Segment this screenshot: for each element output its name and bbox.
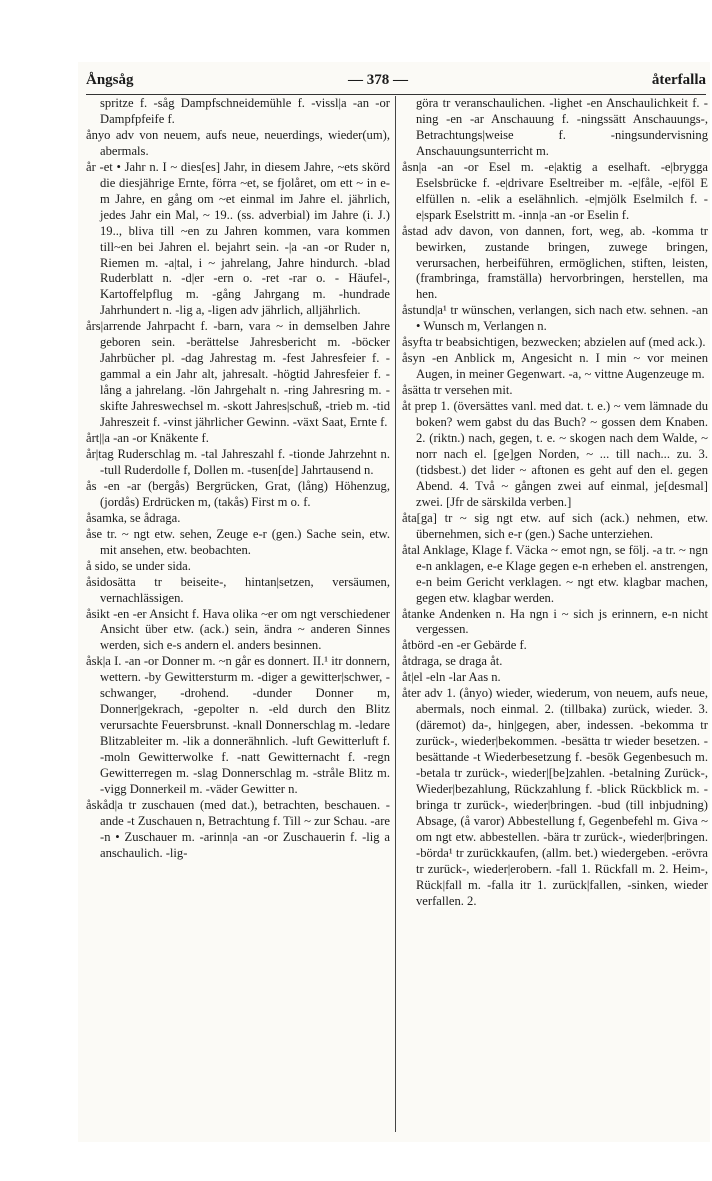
dictionary-entry: åstad adv davon, von dannen, fort, weg, ab. -komma tr bewirken, zustande bringen, zuwege bringen, verursachen, herbeiführen, ermöglichen, stiften, leisten, (frambringa, framställa) hervorbringen, herstellen, ma hen. bbox=[402, 223, 708, 302]
dictionary-entry: ås -en -ar (bergås) Bergrücken, Grat, (lång) Höhenzug, (jordås) Erdrücken m, (takås) First m o. f. bbox=[86, 478, 390, 509]
dictionary-entry: åtdraga, se draga åt. bbox=[402, 654, 503, 669]
dictionary-entry: göra tr veranschaulichen. -lighet -en Anschaulichkeit f. -ning -en -ar Anschauung f. -ningssätt Anschauungs-, Betrachtungs|weise f. -ningsundervisning Anschauungsunterricht m. bbox=[416, 96, 708, 158]
dictionary-entry: års|arrende Jahrpacht f. -barn, vara ~ in demselben Jahre geboren sein. -berättelse Jahresbericht m. -böcker Jahrbücher pl. -dag Jahrestag m. -fest Jahresfeier f. -gammal a ein Jahr alt, jahresalt. -högtid Jahresfeier f. -lång a jahrelang. -lön Jahrgehalt n. -ring Jahresring m. -skifte Jahreswechsel m. -skott Jahres|schuß, -trieb m. -tid Jahreszeit f. -vinst jährlicher Gewinn. -växt Saat, Ernte f. bbox=[86, 319, 390, 430]
dictionary-entry: åsyn -en Anblick m, Angesicht n. I min ~ vor meinen Augen, in meiner Gegenwart. -a, ~ vittne Augenzeuge m. bbox=[402, 351, 708, 382]
dictionary-entry: åsn|a -an -or Esel m. -e|aktig a eselhaft. -e|brygga Eselsbrücke f. -e|drivare Eseltreiber m. -e|fåle, -e|föl E elfüllen n. -elik a eselähnlich. -e|mjölk Eselmilch f. -e|spark Eselstritt m. -inn|a -an -or Eselin f. bbox=[402, 159, 708, 222]
dictionary-entry: åskåd|a tr zuschauen (med dat.), betrachten, beschauen. -ande -t Zuschauen n, Betrachtung f. Till ~ zur Schau. -are -n • Zuschauer m. -arinn|a -an -or Zuschauerin f. -lig a anschaulich. -lig- bbox=[86, 797, 390, 860]
dictionary-entry: åsikt -en -er Ansicht f. Hava olika ~er om ngt verschiedener Ansicht über etw. (ack.) sein, ändra ~ anderen Sinnes werden, sich e-s andern el. anders besinnen. bbox=[86, 606, 390, 653]
dictionary-entry: år -et • Jahr n. I ~ dies[es] Jahr, in diesem Jahre, ~ets skörd die diesjährige Ernte, förra ~et, se fjolåret, om ett ~ in e-m Jahre, en gång om ~et einmal im Jahre el. jährlich, jedes Jahr ein Mal, ~ 19.. (ss. adverbial) im Jahre (i. J.) 19.., bliva till ~en zu Jahren kommen, vara kommen till~en bei Jahren el. bejahrt sein. -|a -an -or Ruder n, Riemen m. -a|tal, i ~ jahrelang, Jahre hindurch. -blad Ruderblatt n. -d|er -ern o. -ret -rar o. - Häufel-, Kartoffelpflug m. -gång Jahrgang m. -hundrade Jahrhundert n. -lig a, -ligen adv jährlich, alljährlich. bbox=[86, 159, 390, 318]
dictionary-entry: åtal Anklage, Klage f. Väcka ~ emot ngn, se följ. -a tr. ~ ngn e-n anklagen, e-e Klage gegen e-n erheben el. anstrengen, e-n beim Gericht verklagen. ~ ngt etw. klagbar machen, gegen etw. klagbar werden. bbox=[402, 542, 708, 605]
dictionary-entry: åtanke Andenken n. Ha ngn i ~ sich js erinnern, e-n nicht vergessen. bbox=[402, 606, 708, 637]
dictionary-entry: åsyfta tr beabsichtigen, bezwecken; abzielen auf (med ack.). bbox=[402, 335, 706, 350]
dictionary-entry: åsidosätta tr beiseite-, hintan|setzen, versäumen, vernachlässigen. bbox=[86, 574, 390, 605]
page-header bbox=[86, 68, 706, 94]
page-number: — 378 — bbox=[348, 72, 408, 88]
dictionary-entry: spritze f. -såg Dampfschneidemühle f. -vissl|a -an -or Dampfpfeife f. bbox=[100, 96, 390, 126]
header-rule bbox=[86, 94, 706, 95]
dictionary-entry: årt||a -an -or Knäkente f. bbox=[86, 431, 209, 446]
dictionary-entry: åter adv 1. (ånyo) wieder, wiederum, von neuem, aufs neue, abermals, noch einmal. 2. (tillbaka) zurück, wieder. 3. (däremot) da-, hin|gegen, aber, indessen. -bekomma tr zurück-, wieder|bekommen. -besätta tr wieder besetzen. -besättande -t Wiederbesetzung f. -besök Gegenbesuch m. -betala tr zurück-, wieder|[be]zahlen. -betalning Zurück-, Wieder|bezahlung, Rückzahlung f. -blick Rückblick m. -bringa tr zurück-, wieder|bringen. -bud (till inbjudning) Absage, (å varor) Abbestellung f, Gegenbefehl m. Giva ~ om ngt etw. abbestellen. -bära tr zurück-, wieder|bringen. -börda¹ tr zurückkaufen, (allm. bet.) wiedergeben. -erövra tr zurück-, wieder|erobern. -fall 1. Rückfall m. 2. Heim-, Rück|fall m. -falla itr 1. zurück|fallen, -sinken, wieder verfallen. 2. bbox=[402, 686, 708, 908]
dictionary-entry: åsamka, se ådraga. bbox=[86, 510, 181, 525]
dictionary-entry: å sido, se under sida. bbox=[86, 558, 191, 573]
dictionary-entry: åse tr. ~ ngt etw. sehen, Zeuge e-r (gen.) Sache sein, etw. mit ansehen, etw. beobachten. bbox=[86, 526, 390, 557]
right-column bbox=[402, 96, 708, 1136]
dictionary-entry: åsätta tr versehen mit. bbox=[402, 383, 513, 398]
dictionary-entry: åtbörd -en -er Gebärde f. bbox=[402, 638, 527, 653]
dictionary-entry: åt prep 1. (översättes vanl. med dat. t. e.) ~ vem lämnade du boken? wem gabst du das Buch? ~ gossen dem Knaben. 2. (riktn.) nach, gegen, t. e. ~ skogen nach dem Walde, ~ norr nach el. [ge]gen Norden, ~ ... till nach... zu. 3. (tidsbest.) det lider ~ aftonen es geht auf den el. gegen Abend. 4. Två ~ gången zwei auf einmal, je[desmal] zwei. [Jfr de särskilda verben.] bbox=[402, 399, 708, 509]
dictionary-entry: ånyo adv von neuem, aufs neue, neuerdings, wieder(um), abermals. bbox=[86, 127, 390, 158]
header-guide-word-left: Ångsåg bbox=[86, 72, 134, 88]
dictionary-entry: åt|el -eln -lar Aas n. bbox=[402, 670, 501, 685]
left-column bbox=[86, 96, 390, 1136]
column-divider bbox=[395, 96, 396, 1132]
header-guide-word-right: återfalla bbox=[651, 72, 706, 88]
dictionary-entry: år|tag Ruderschlag m. -tal Jahreszahl f. -tionde Jahrzehnt n. -tull Ruderdolle f, Dollen m. -tusen[de] Jahrtausend n. bbox=[86, 446, 390, 477]
dictionary-entry: åstund|a¹ tr wünschen, verlangen, sich nach etw. sehnen. -an • Wunsch m, Verlangen n. bbox=[402, 303, 708, 334]
dictionary-entry: åsk|a I. -an -or Donner m. ~n går es donnert. II.¹ itr donnern, wettern. -by Gewittersturm m. -diger a gewitter|schwer, -schwanger, -drohend. -dunder Donner m, Donner|gekrach, -gepolter n. -eld durch den Blitz verursachte Feuersbrunst. -knall Donnerschlag m. -ledare Blitzableiter m. -lik a donnerähnlich. -luft Gewitterluft f. -moln Gewitterwolke f. -natt Gewitternacht f. -regn Gewitterregen m. -slag Donnerschlag m. -stråle Blitz m. -vigg Donnerkeil m. -väder Gewitter n. bbox=[86, 654, 390, 796]
dictionary-entry: åta[ga] tr ~ sig ngt etw. auf sich (ack.) nehmen, etw. übernehmen, sich e-r (gen.) Sache unterziehen. bbox=[402, 510, 708, 541]
dictionary-page bbox=[78, 62, 710, 1142]
